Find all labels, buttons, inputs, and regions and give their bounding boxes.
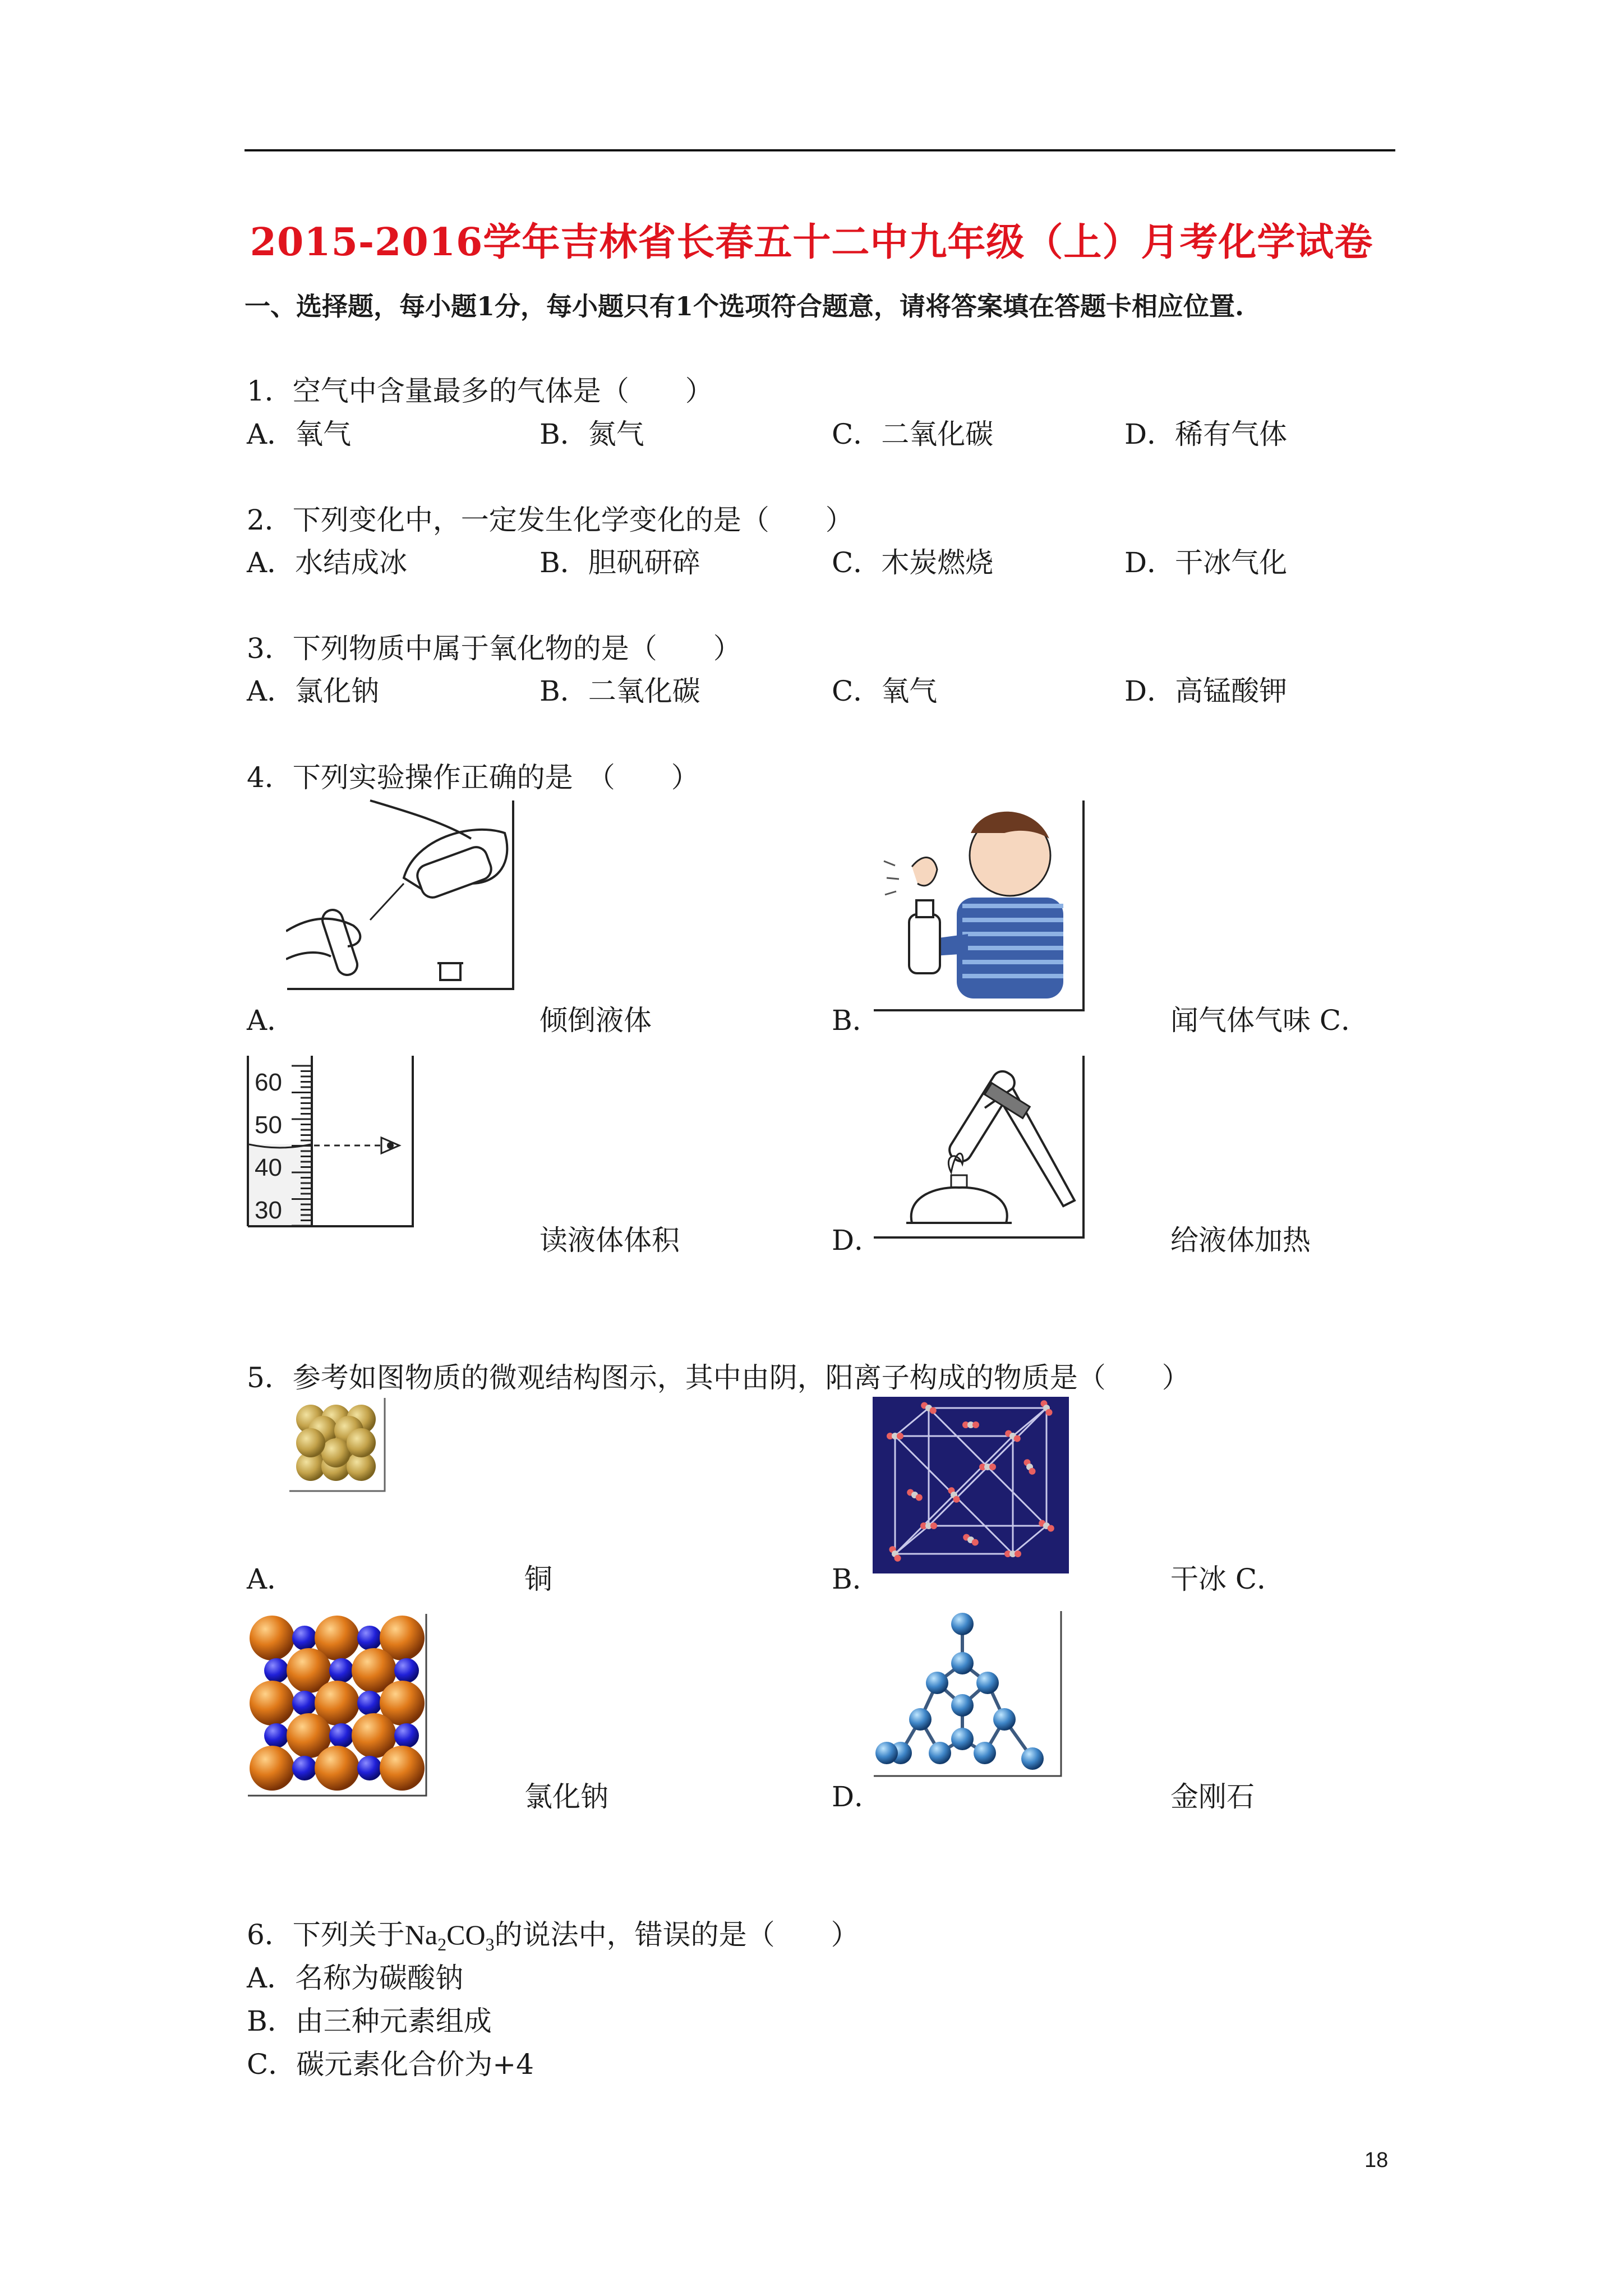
dry-ice-structure-figure	[873, 1397, 1069, 1573]
q4-stem: 4．下列实验操作正确的是 （ ）	[247, 761, 699, 794]
q6-option-b[interactable]: B．由三种元素组成	[247, 2005, 492, 2037]
formula-subscript-3: 3	[485, 1934, 495, 1954]
q2-stem: 2．下列变化中，一定发生化学变化的是（ ）	[247, 504, 854, 536]
formula-na: Na	[404, 1919, 438, 1950]
formula-co: CO	[446, 1919, 486, 1950]
diamond-structure-figure	[873, 1610, 1063, 1778]
section-heading: 一、选择题，每小题1分，每小题只有1个选项符合题意，请将答案填在答题卡相应位置.	[245, 291, 1244, 321]
exam-title: 2015-2016学年吉林省长春五十二中九年级（上）月考化学试卷	[250, 220, 1373, 265]
q6-stem	[247, 1918, 859, 1954]
q4-option-b-text: 闻气体气味 C．	[1170, 1004, 1370, 1037]
q4-option-a-text: 倾倒液体	[540, 1004, 652, 1037]
q4-option-d-label[interactable]: D．	[832, 1224, 883, 1257]
copper-structure-figure	[288, 1397, 386, 1492]
q2-option-c[interactable]: C．木炭燃烧	[832, 546, 994, 579]
smelling-gas-figure	[873, 799, 1086, 1013]
q4-option-d-text: 给液体加热	[1170, 1224, 1311, 1257]
q5-option-b-text: 干冰 C．	[1170, 1563, 1285, 1595]
q4-option-c-text: 读液体体积	[540, 1224, 680, 1257]
cylinder-tick-label: 30	[255, 1197, 282, 1224]
q5-option-b-label[interactable]: B．	[832, 1563, 880, 1595]
q3-option-c[interactable]: C．氧气	[832, 675, 938, 707]
heating-liquid-figure	[873, 1055, 1086, 1240]
q5-option-d-text: 金刚石	[1170, 1780, 1255, 1813]
q3-option-a[interactable]: A．氯化钠	[247, 675, 380, 707]
q5-option-a-label[interactable]: A．	[247, 1563, 296, 1595]
q1-option-b[interactable]: B．氮气	[540, 418, 644, 450]
header-rule	[245, 149, 1395, 151]
q3-stem: 3．下列物质中属于氧化物的是（ ）	[247, 632, 741, 665]
q6-stem-suffix: 的说法中，错误的是（ ）	[494, 1918, 859, 1951]
q5-option-c-text: 氯化钠	[524, 1780, 608, 1813]
page-number: 18	[1364, 2148, 1389, 2172]
graduated-cylinder-figure	[247, 1055, 415, 1228]
formula-subscript-2: 2	[437, 1934, 447, 1954]
q6-option-c[interactable]: C．碳元素化合价为+4	[247, 2048, 534, 2081]
sodium-chloride-structure-figure	[247, 1613, 429, 1798]
q5-option-d-label[interactable]: D．	[832, 1780, 883, 1813]
q1-stem: 1．空气中含量最多的气体是（ ）	[247, 375, 713, 407]
q3-option-d[interactable]: D．高锰酸钾	[1124, 675, 1288, 707]
cylinder-tick-label: 50	[255, 1111, 282, 1139]
q2-option-d[interactable]: D．干冰气化	[1124, 546, 1288, 579]
q4-option-b-label[interactable]: B．	[832, 1004, 880, 1037]
q1-option-a[interactable]: A．氧气	[247, 418, 352, 450]
q5-stem: 5．参考如图物质的微观结构图示，其中由阴，阳离子构成的物质是（ ）	[247, 1361, 1190, 1394]
pouring-liquid-figure	[286, 799, 522, 990]
q2-option-b[interactable]: B．胆矾研碎	[540, 546, 700, 579]
q4-option-a-label[interactable]: A．	[247, 1004, 296, 1037]
cylinder-tick-label: 60	[255, 1069, 282, 1096]
q6-option-a[interactable]: A．名称为碳酸钠	[247, 1962, 464, 1994]
q3-option-b[interactable]: B．二氧化碳	[540, 675, 700, 707]
q1-option-d[interactable]: D．稀有气体	[1124, 418, 1288, 450]
q6-stem-prefix: 6．下列关于	[247, 1918, 405, 1951]
q1-option-c[interactable]: C．二氧化碳	[832, 418, 994, 450]
q2-option-a[interactable]: A．水结成冰	[247, 546, 408, 579]
cylinder-tick-label: 40	[255, 1154, 282, 1181]
q5-option-a-text: 铜	[524, 1563, 552, 1595]
